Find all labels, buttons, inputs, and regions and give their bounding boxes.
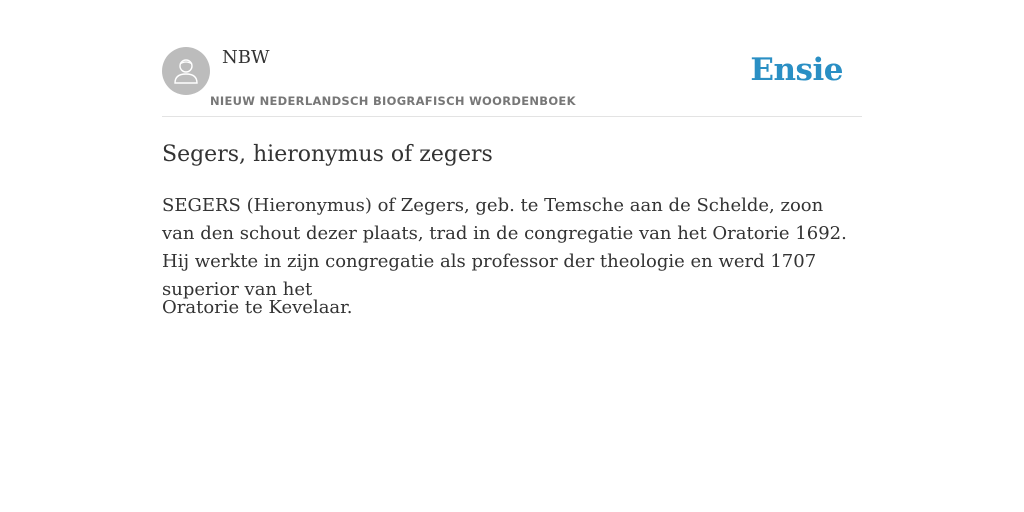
page-title: Segers, hieronymus of zegers [162,142,493,167]
entry-paragraph: SEGERS (Hieronymus) of Zegers, geb. te Temsche aan de Schelde, zoon van den schout dezer plaats, trad in de congregatie van het Oratorie 1692. Hij werkte in zijn congregatie als professor der theologie en werd 1707 superior van het [162,195,847,300]
avatar[interactable] [162,47,210,95]
ensie-logo-link[interactable]: Ensie [750,52,843,88]
source-full-name: NIEUW NEDERLANDSCH BIOGRAFISCH WOORDENBOEK [210,94,576,108]
entry-paragraph: Oratorie te Kevelaar. [162,297,353,318]
source-name[interactable]: NBW [222,47,270,68]
source-header [162,40,862,117]
user-icon [173,57,199,85]
